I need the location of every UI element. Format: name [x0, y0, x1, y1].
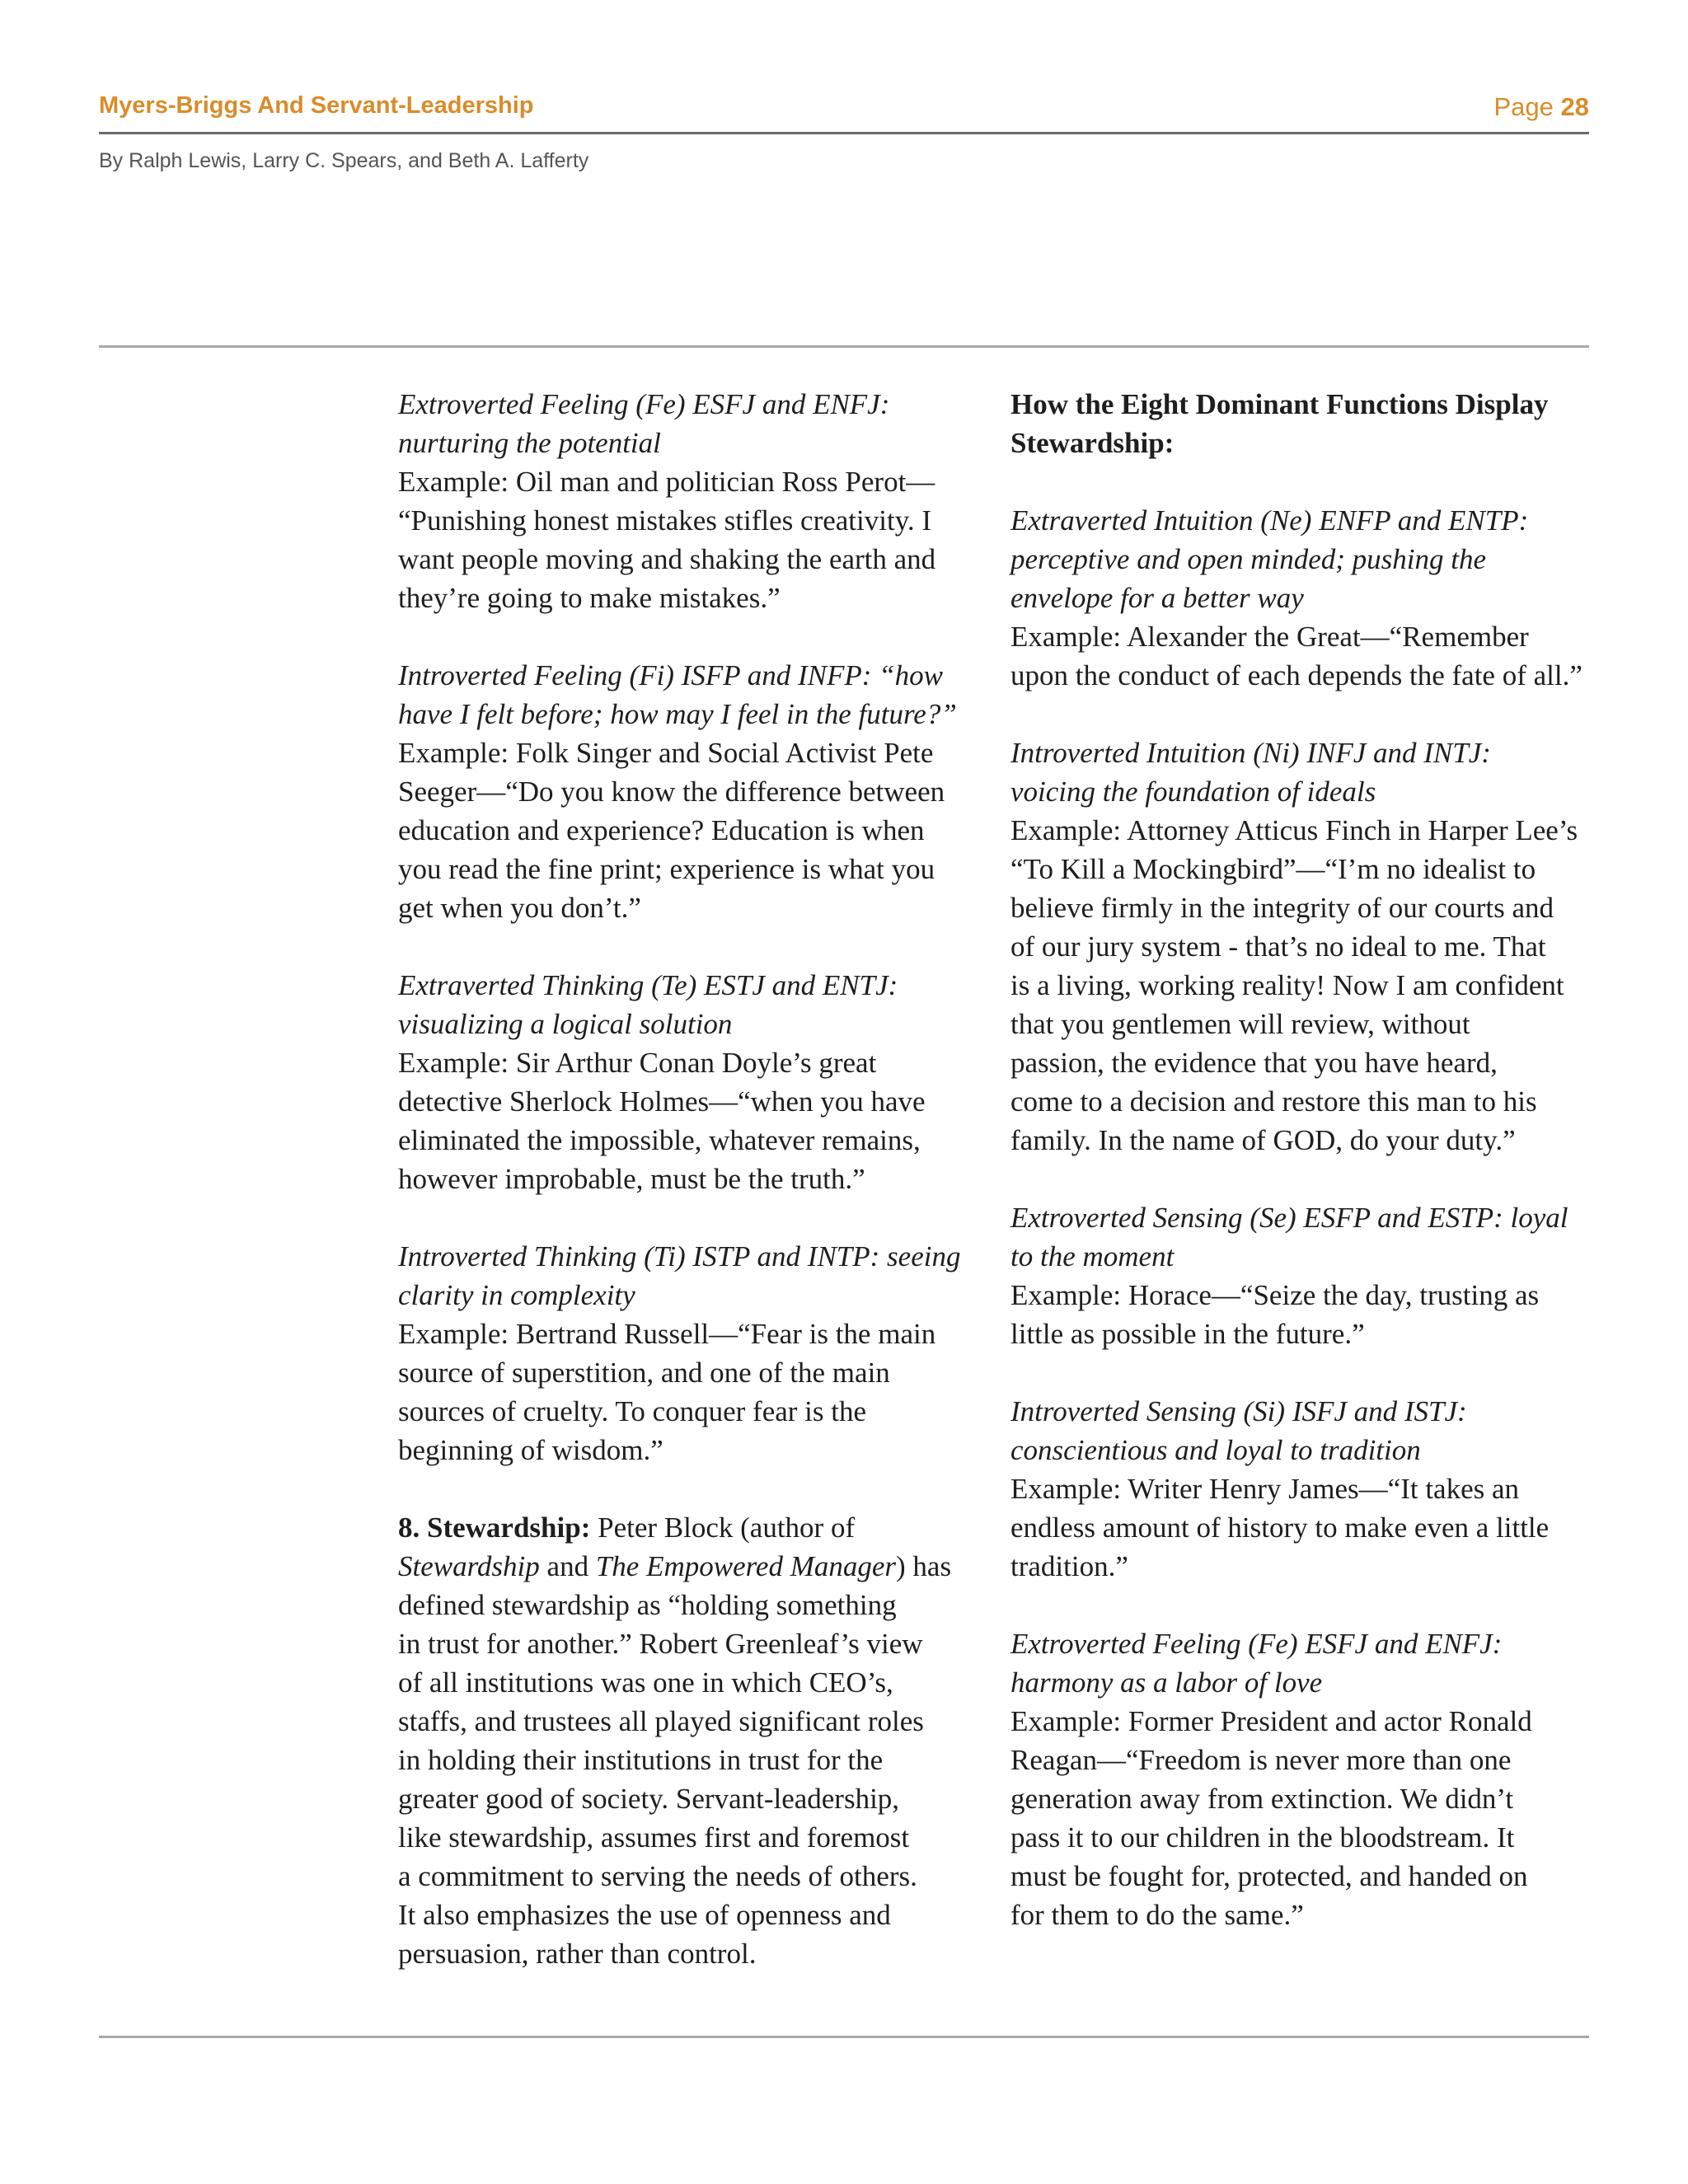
body-line: generation away from extinction. We didn’t: [1010, 1783, 1514, 1815]
body-text: Peter Block (author of: [590, 1511, 856, 1544]
body-line: is a living, working reality! Now I am confident: [1010, 969, 1564, 1001]
page-number: [1493, 92, 1589, 122]
section-title: Stewardship:: [1010, 427, 1175, 459]
section-heading: envelope for a better way: [1010, 582, 1304, 614]
body-line: eliminated the impossible, whatever remains,: [398, 1124, 921, 1156]
paragraph-gap: [1010, 695, 1596, 733]
te-section: [398, 966, 992, 1198]
section-heading: voicing the foundation of ideals: [1010, 776, 1376, 808]
body-text: ) has: [896, 1550, 952, 1582]
ne-section: [1010, 501, 1596, 695]
body-text: and: [539, 1550, 596, 1582]
stewardship-first-line: [398, 1508, 992, 1547]
body-line: upon the conduct of each depends the fate of all.”: [1010, 659, 1582, 691]
body-line: detective Sherlock Holmes—“when you have: [398, 1085, 926, 1118]
body-line: greater good of society. Servant-leadership,: [398, 1783, 900, 1815]
body-line: of our jury system - that’s no ideal to me. That: [1010, 930, 1546, 963]
ti-section: [398, 1237, 992, 1469]
body-line: get when you don’t.”: [398, 892, 641, 924]
page-number-value: 28: [1560, 92, 1589, 121]
body-line: come to a decision and restore this man to his: [1010, 1085, 1537, 1118]
body-line: for them to do the same.”: [1010, 1899, 1304, 1931]
body-line: Example: Oil man and politician Ross Perot—: [398, 466, 935, 498]
body-line: defined stewardship as “holding something: [398, 1589, 897, 1621]
left-column: [398, 385, 992, 1973]
section-heading: have I felt before; how may I feel in the future?”: [398, 698, 957, 730]
body-line: sources of cruelty. To conquer fear is the: [398, 1395, 867, 1427]
section-heading: perceptive and open minded; pushing the: [1010, 543, 1487, 575]
section-heading: Introverted Intuition (Ni) INFJ and INTJ:: [1010, 737, 1491, 769]
body-line: Example: Writer Henry James—“It takes an: [1010, 1473, 1520, 1505]
body-line: “To Kill a Mockingbird”—“I’m no idealist to: [1010, 853, 1536, 885]
section-heading: nurturing the potential: [398, 427, 661, 459]
paragraph-gap: [398, 1198, 992, 1237]
body-line: like stewardship, assumes first and foremost: [398, 1821, 910, 1854]
section-heading: Extraverted Intuition (Ne) ENFP and ENTP:: [1010, 504, 1529, 537]
section-heading: conscientious and loyal to tradition: [1010, 1434, 1421, 1466]
page-label: Page: [1493, 92, 1554, 121]
section-heading: Extraverted Thinking (Te) ESTJ and ENTJ:: [398, 969, 898, 1001]
book-title: Stewardship: [398, 1550, 540, 1582]
section-heading: to the moment: [1010, 1240, 1175, 1272]
section-heading: Extroverted Feeling (Fe) ESFJ and ENFJ:: [398, 388, 890, 420]
body-line: staffs, and trustees all played significant roles: [398, 1705, 924, 1737]
body-line: “Punishing honest mistakes stifles creativity. I: [398, 504, 932, 537]
body-line: beginning of wisdom.”: [398, 1434, 663, 1466]
body-line: they’re going to make mistakes.”: [398, 582, 781, 614]
content-top-rule: [99, 345, 1589, 348]
body-line: little as possible in the future.”: [1010, 1318, 1365, 1350]
section-heading: Extroverted Sensing (Se) ESFP and ESTP: loyal: [1010, 1202, 1568, 1234]
section-heading: visualizing a logical solution: [398, 1008, 733, 1040]
paragraph-gap: [1010, 1586, 1596, 1624]
body-line: that you gentlemen will review, without: [1010, 1008, 1470, 1040]
body-line: Example: Sir Arthur Conan Doyle’s great: [398, 1047, 877, 1079]
author-byline: By Ralph Lewis, Larry C. Spears, and Beth A. Lafferty: [99, 149, 589, 172]
body-line: believe firmly in the integrity of our courts and: [1010, 892, 1554, 924]
body-line: Reagan—“Freedom is never more than one: [1010, 1744, 1512, 1776]
right-column: [1010, 385, 1596, 1934]
body-line: however improbable, must be the truth.”: [398, 1163, 865, 1195]
paragraph-gap: [398, 927, 992, 966]
book-title: The Empowered Manager: [595, 1550, 897, 1582]
body-line: want people moving and shaking the earth and: [398, 543, 936, 575]
body-line: pass it to our children in the bloodstream. It: [1010, 1821, 1515, 1854]
body-line: endless amount of history to make even a little: [1010, 1511, 1550, 1544]
content-bottom-rule: [99, 2036, 1589, 2038]
se-section: [1010, 1198, 1596, 1353]
section-heading: Introverted Thinking (Ti) ISTP and INTP: seeing: [398, 1240, 961, 1272]
body-line: of all institutions was one in which CEO’s,: [398, 1666, 893, 1699]
paragraph-gap: [1010, 1353, 1596, 1392]
section-heading: Introverted Feeling (Fi) ISFP and INFP: “how: [398, 659, 943, 691]
body-line: must be fought for, protected, and handed on: [1010, 1860, 1528, 1892]
body-line: education and experience? Education is when: [398, 814, 925, 846]
body-line: persuasion, rather than control.: [398, 1938, 757, 1970]
section-title: How the Eight Dominant Functions Display: [1010, 388, 1549, 420]
paragraph-gap: [1010, 462, 1596, 501]
body-line: source of superstition, and one of the main: [398, 1357, 890, 1389]
body-line: Example: Folk Singer and Social Activist Pete: [398, 737, 934, 769]
fe-nurturing-section: [398, 385, 992, 617]
body-line: Example: Horace—“Seize the day, trusting as: [1010, 1279, 1540, 1311]
body-line: passion, the evidence that you have heard,: [1010, 1047, 1498, 1079]
body-line: Seeger—“Do you know the difference between: [398, 776, 945, 808]
body-line: in holding their institutions in trust for the: [398, 1744, 884, 1776]
body-line: a commitment to serving the needs of others.: [398, 1860, 917, 1892]
paragraph-gap: [398, 617, 992, 656]
header-rule: [99, 132, 1589, 134]
body-line: tradition.”: [1010, 1550, 1128, 1582]
section-heading: clarity in complexity: [398, 1279, 635, 1311]
body-line: Example: Bertrand Russell—“Fear is the main: [398, 1318, 936, 1350]
si-section: [1010, 1392, 1596, 1586]
stewardship-label: 8. Stewardship:: [398, 1511, 591, 1544]
body-line: in trust for another.” Robert Greenleaf’s view: [398, 1628, 923, 1660]
body-line: you read the fine print; experience is what you: [398, 853, 935, 885]
body-line: family. In the name of GOD, do your duty.”: [1010, 1124, 1516, 1156]
section-heading: Extroverted Feeling (Fe) ESFJ and ENFJ:: [1010, 1628, 1503, 1660]
body-line: Example: Former President and actor Ronald: [1010, 1705, 1532, 1737]
fi-section: [398, 656, 992, 927]
stewardship-section: [398, 1508, 992, 1973]
running-header-title: Myers-Briggs And Servant-Leadership: [99, 92, 534, 119]
body-line: Example: Alexander the Great—“Remember: [1010, 621, 1529, 653]
stewardship-second-line: [398, 1547, 992, 1586]
ni-section: [1010, 733, 1596, 1160]
body-line: It also emphasizes the use of openness and: [398, 1899, 891, 1931]
section-heading: harmony as a labor of love: [1010, 1666, 1323, 1699]
section-heading: Introverted Sensing (Si) ISFJ and ISTJ:: [1010, 1395, 1467, 1427]
fe-harmony-section: [1010, 1624, 1596, 1934]
paragraph-gap: [1010, 1160, 1596, 1198]
paragraph-gap: [398, 1469, 992, 1508]
functions-heading-section: [1010, 385, 1596, 462]
body-line: Example: Attorney Atticus Finch in Harper Lee’s: [1010, 814, 1578, 846]
